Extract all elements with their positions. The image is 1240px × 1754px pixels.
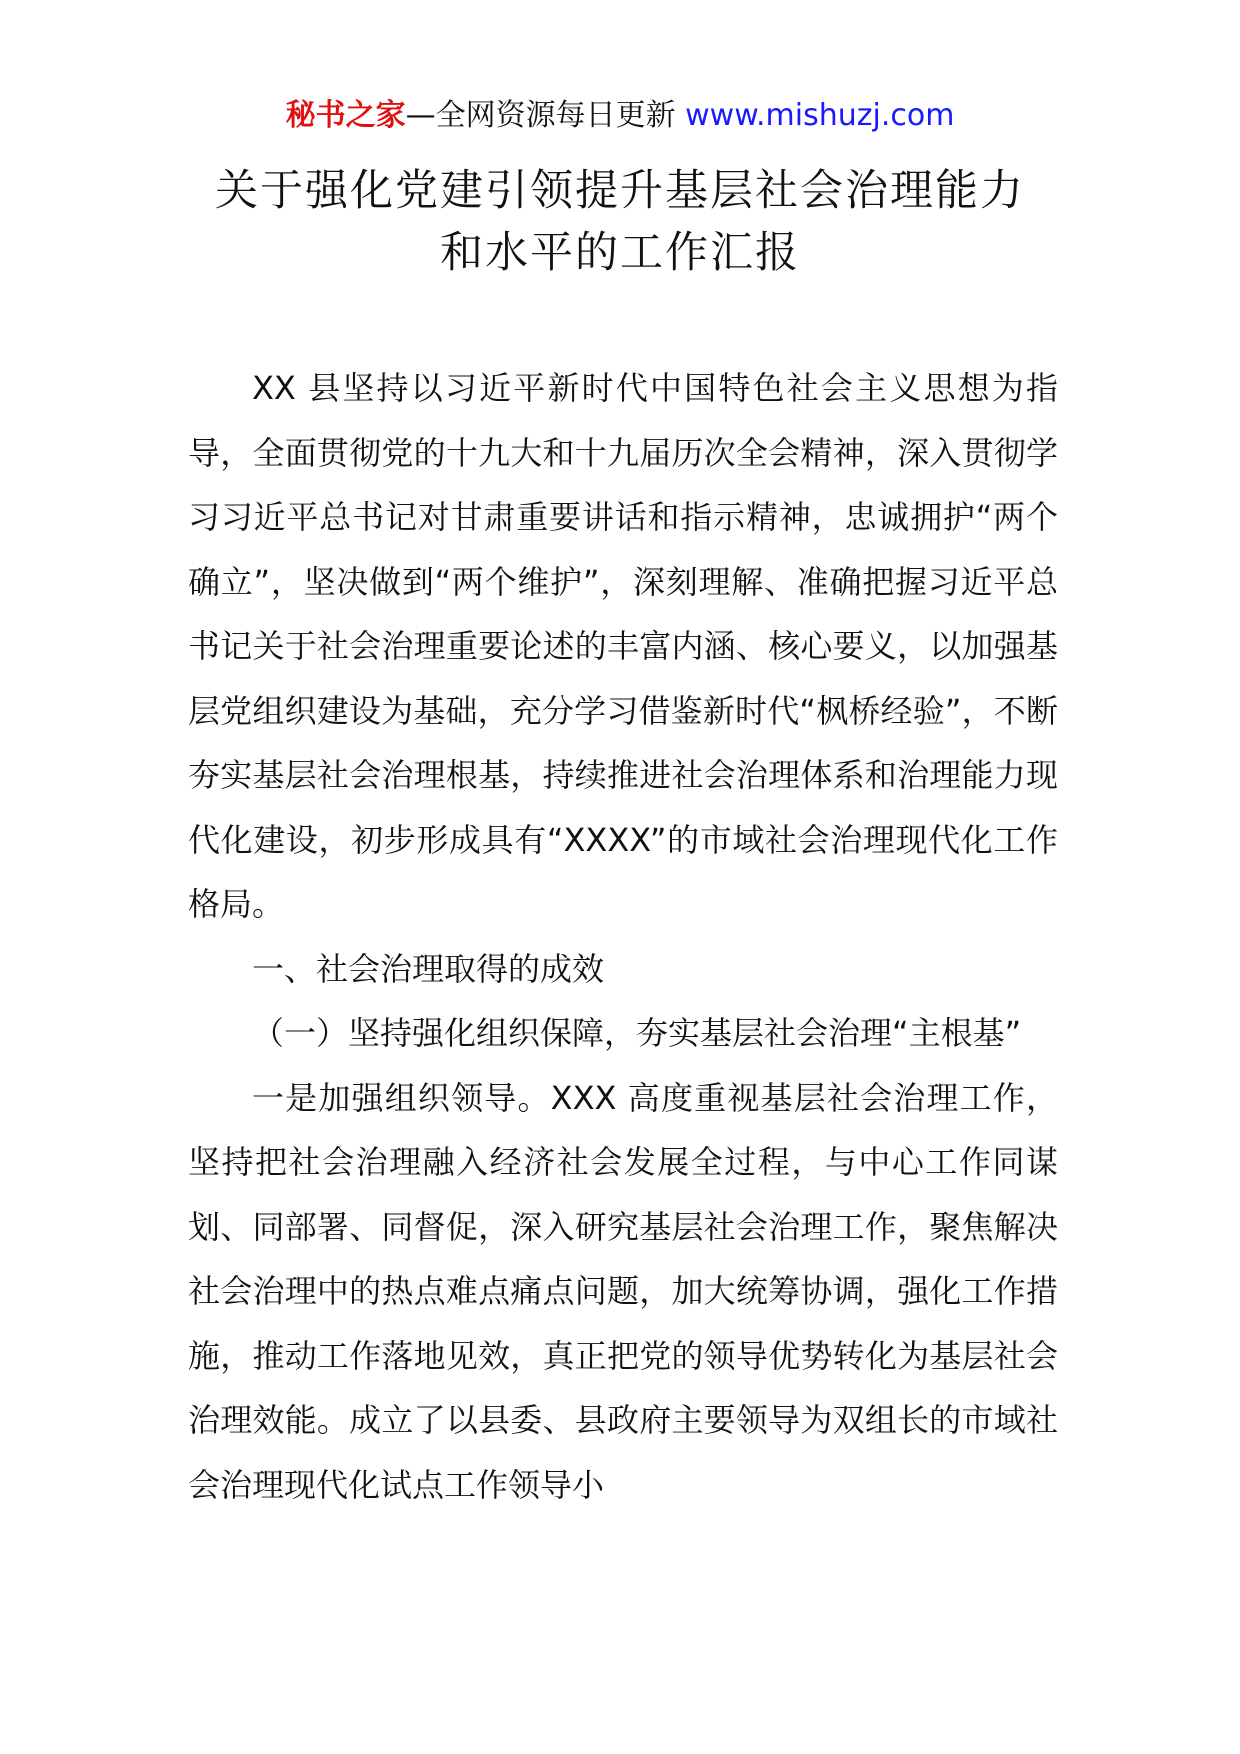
title-line-2: 和水平的工作汇报	[440, 228, 800, 278]
banner-tagline: —全网资源每日更新	[405, 98, 676, 133]
brand-name: 秘书之家	[285, 98, 406, 133]
intro-paragraph: XX 县坚持以习近平新时代中国特色社会主义思想为指导，全面贯彻党的十九大和十九届历次全会精神，深入贯彻学习习近平总书记对甘肃重要讲话和指示精神，忠诚拥护“两个确立”，坚决做到“两个维护”，深刻理解、准确把握习近平总书记关于社会治理重要论述的丰富内涵、核心要义，以加强基层党组织建设为基础，充分学习借鉴新时代“枫桥经验”，不断夯实基层社会治理根基，持续推进社会治理体系和治理能力现代化建设，初步形成具有“XXXX”的市域社会治理现代化工作格局。	[188, 369, 1058, 923]
document-title	[120, 160, 1120, 284]
site-banner	[0, 96, 1240, 136]
subsection-heading: （一）坚持强化组织保障，夯实基层社会治理“主根基”	[252, 1014, 1022, 1052]
body-paragraph: 一是加强组织领导。XXX 高度重视基层社会治理工作，坚持把社会治理融入经济社会发展全过程，与中心工作同谋划、同部署、同督促，深入研究基层社会治理工作，聚焦解决社会治理中的热点难点痛点问题，加大统筹协调，强化工作措施，推动工作落地见效，真正把党的领导优势转化为基层社会治理效能。成立了以县委、县政府主要领导为双组长的市域社会治理现代化试点工作领导小	[188, 1078, 1058, 1504]
section-heading: 一、社会治理取得的成效	[252, 949, 605, 988]
site-url-link[interactable]: www.mishuzj.com	[685, 98, 955, 133]
title-line-1: 关于强化党建引领提升基层社会治理能力	[215, 166, 1025, 216]
document-body	[188, 356, 1058, 1517]
